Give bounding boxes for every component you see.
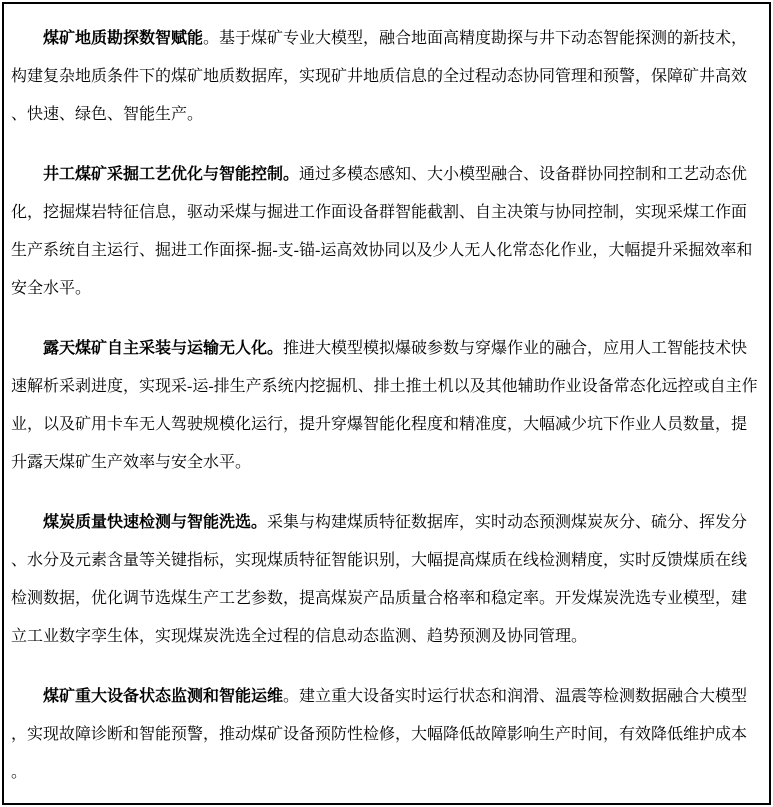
paragraph-heading-period: 。 <box>251 514 268 531</box>
document-page <box>2 2 771 805</box>
paragraph-heading: 煤炭质量快速检测与智能洗选 <box>43 514 252 531</box>
paragraph-heading-period: 。 <box>283 166 300 183</box>
paragraph-geology-exploration <box>11 20 762 134</box>
paragraph-body: 推进大模型模拟爆破参数与穿爆作业的融合，应用人工智能技术快速解析采剥进度，实现采-运-排生产系统内挖掘机、排土推土机以及其他辅助作业设备常态化远控或自主作业，以及矿用卡车无人驾驶规模化运行，提升穿爆智能化程度和精准度，大幅减少坑下作业人员数量，提升露天煤矿生产效率与安全水平。 <box>11 340 758 471</box>
paragraph-body: 通过多模态感知、大小模型融合、设备群协同控制和工艺动态优化，挖掘煤岩特征信息，驱动采煤与掘进工作面设备群智能截割、自主决策与协同控制，实现采煤工作面生产系统自主运行、掘进工作面探-掘-支-锚-运高效协同以及少人无人化常态化作业，大幅提升采掘效率和安全水平。 <box>11 166 753 297</box>
paragraph-heading: 露天煤矿自主采装与运输无人化 <box>43 340 268 357</box>
paragraph-body: 基于煤矿专业大模型，融合地面高精度勘探与井下动态智能探测的新技术，构建复杂地质条件下的煤矿地质数据库，实现矿井地质信息的全过程动态协同管理和预警，保障矿井高效、快速、绿色、智能生产。 <box>11 30 748 123</box>
paragraph-underground-mining <box>11 156 762 308</box>
paragraph-heading-period: 。 <box>267 340 284 357</box>
paragraph-equipment-monitoring <box>11 678 762 792</box>
paragraph-heading-period: 。 <box>203 30 220 47</box>
paragraph-heading: 煤矿重大设备状态监测和智能运维 <box>43 688 284 705</box>
paragraph-heading: 煤矿地质勘探数智赋能 <box>43 30 204 47</box>
paragraph-heading-period: 。 <box>283 688 300 705</box>
paragraph-heading: 井工煤矿采掘工艺优化与智能控制 <box>43 166 284 183</box>
paragraph-body: 建立重大设备实时运行状态和润滑、温震等检测数据融合大模型，实现故障诊断和智能预警，推动煤矿设备预防性检修，大幅降低故障影响生产时间，有效降低维护成本。 <box>11 688 748 781</box>
paragraph-openpit-mining <box>11 330 762 482</box>
paragraph-body: 采集与构建煤质特征数据库，实时动态预测煤炭灰分、硫分、挥发分、水分及元素含量等关键指标，实现煤质特征智能识别，大幅提高煤质在线检测精度，实时反馈煤质在线检测数据，优化调节选煤生产工艺参数，提高煤炭产品质量合格率和稳定率。开发煤炭洗选专业模型，建立工业数字孪生体，实现煤炭洗选全过程的信息动态监测、趋势预测及协同管理。 <box>11 514 748 645</box>
paragraph-coal-quality <box>11 504 762 656</box>
